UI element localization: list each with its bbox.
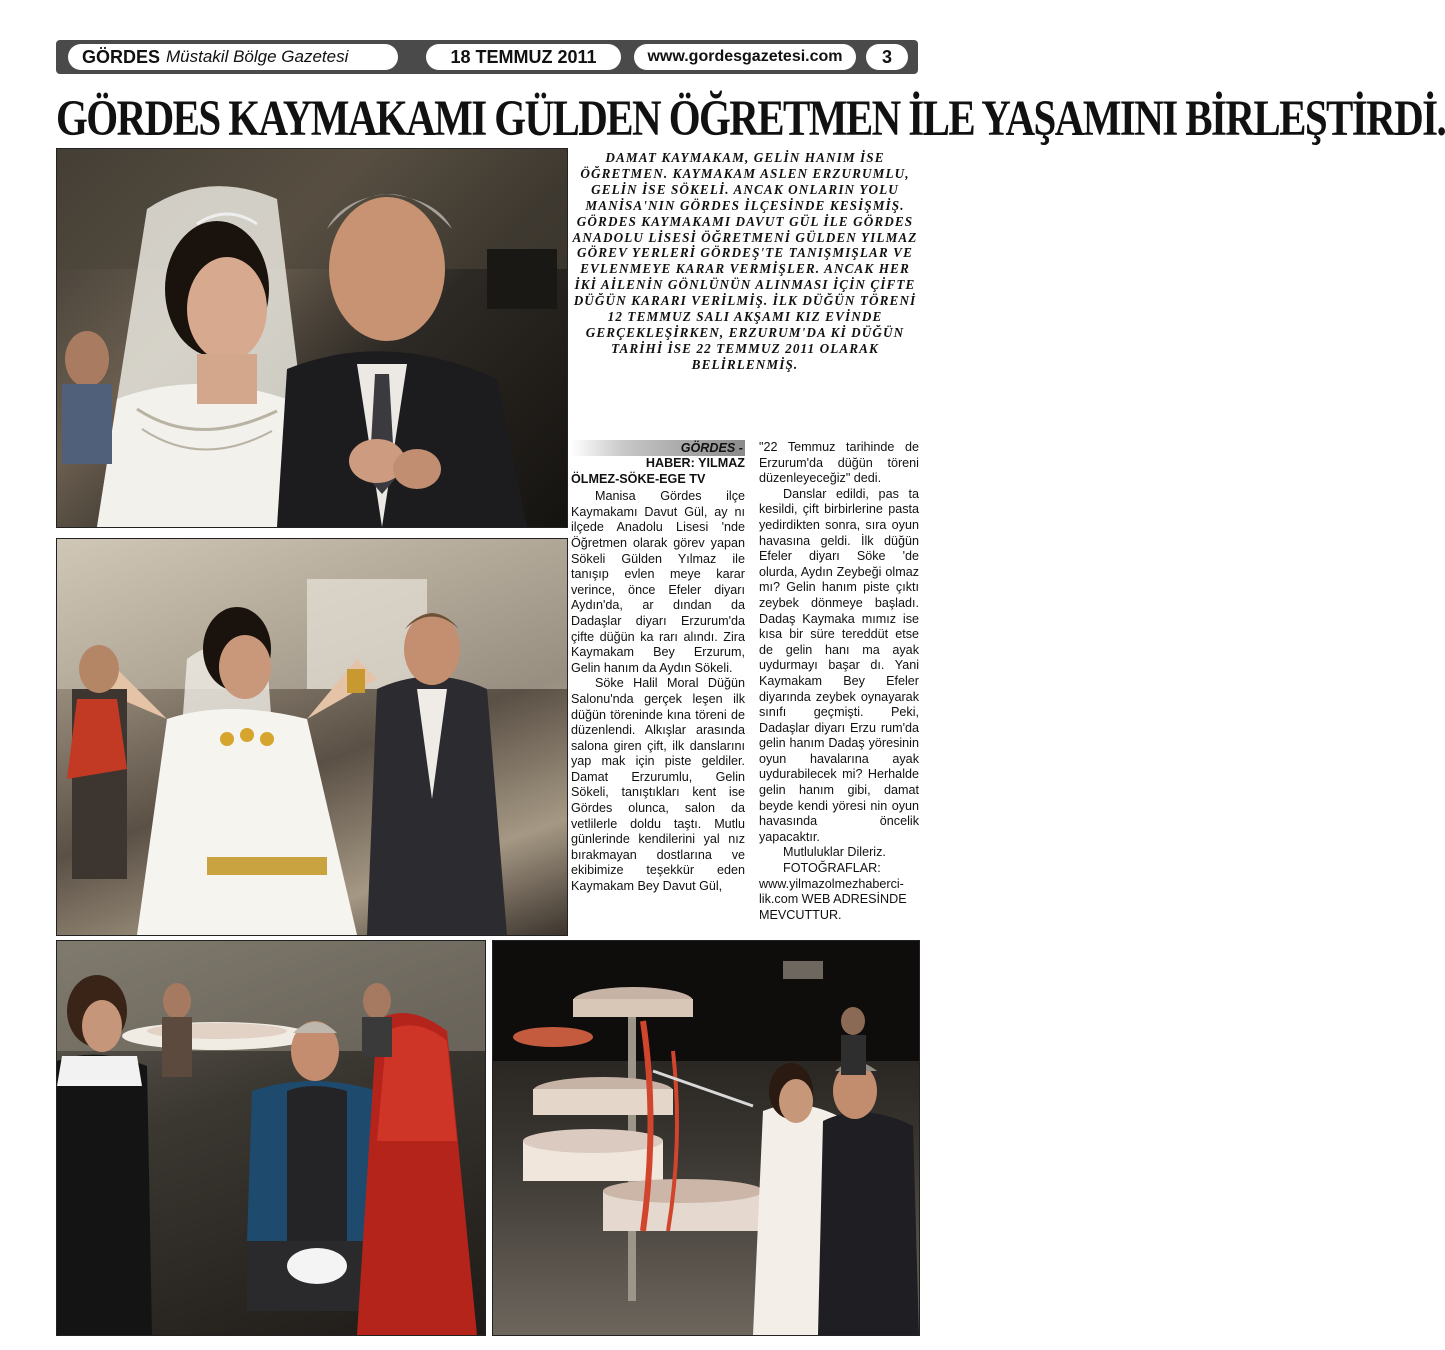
- photo-credit-label: FOTOĞRAFLAR:: [783, 861, 881, 876]
- henna-ceremony-photo: [56, 940, 486, 1336]
- photo-illustration: [57, 539, 567, 935]
- page-number: 3: [866, 44, 908, 70]
- bride-dancing-photo: [56, 538, 568, 936]
- photo-credit-url: www.yilmazolmezhaberci-lik.com WEB ADRESİNDE MEVCUTTUR.: [759, 876, 907, 922]
- newspaper-header: [56, 40, 918, 74]
- byline-line-1: HABER: YILMAZ: [645, 456, 745, 470]
- website-url: www.gordesgazetesi.com: [634, 44, 856, 70]
- byline-line-2: ÖLMEZ-SÖKE-EGE TV: [571, 471, 706, 486]
- paper-name-subtitle: Müstakil Bölge Gazetesi: [166, 47, 349, 66]
- article-column-1: [571, 440, 745, 895]
- article-paragraph: Söke Halil Moral Düğün Salonu'nda gerçek leşen ilk düğün töreninde kına töreni de düzenlendi. Alkışlar arasında salona giren çift, ilk danslarını yap mak için piste geldiler. Damat Erzurumlu, Gelin Sökeli, tanıştıkları kent ise Gördes olunca, salon da vetlilerle doldu taştı. Mutlu günlerinde kendilerini yal nız bırakmayan dostlarına ve ekibimize teşekkür eden Kaymakam Bey Davut Gül,: [571, 676, 745, 894]
- issue-date: 18 TEMMUZ 2011: [426, 44, 621, 70]
- photo-illustration: [57, 149, 567, 527]
- article-column-2: [759, 440, 919, 923]
- paper-name-bold: GÖRDES: [82, 46, 161, 67]
- photo-illustration: [493, 941, 919, 1335]
- dateline: GÖRDES -: [571, 440, 745, 456]
- paper-name: [68, 44, 398, 70]
- closing-wish: Mutluluklar Dileriz.: [783, 845, 886, 860]
- bride-groom-closeup-photo: [56, 148, 568, 528]
- article-paragraph: Danslar edildi, pas ta kesildi, çift birbirlerine pasta yedirdikten sonra, sıra oyun havasına geldi. İlk düğün Efeler diyarı Söke 'de olurda, Aydın Zeybeği olmaz mı? Gelin hanım piste çıktı zeybek dönmeye başladı. Dadaş Kaymaka mımız ise kısa bir süre tereddüt etse de gelin hanı ma ayak uydurmayı başar dı. Yani Kaymakam Bey Efeler diyarında zeybek oynayarak sınıfı geçmişti. Peki, Dadaşlar diyarı Erzu rum'da gelin hanım Dadaş yöresinin oyun havalarına ayak uydurabilecek mi? Herhalde gelin hanım gibi, damat beyde kendi yöresi nin oyun havasında öncelik yapacaktır.: [759, 486, 919, 844]
- article-quote: "22 Temmuz tarihinde de Erzurum'da düğün töreni düzenleyeceğiz" dedi.: [759, 440, 919, 486]
- headline: GÖRDES KAYMAKAMI GÜLDEN ÖĞRETMEN İLE YAŞAMINI BİRLEŞTİRDİ.: [56, 88, 1445, 147]
- photo-illustration: [57, 941, 485, 1335]
- article-paragraph: Manisa Gördes ilçe Kaymakamı Davut Gül, ay nı ilçede Anadolu Lisesi 'nde Öğretmen olarak görev yapan Sökeli Gülden Yılmaz ile tanışıp evlen meye karar verince, önce Efeler diyarı Aydın'da, ar dından da Dadaşlar diyarı Erzurum'da çifte düğün ka rarı alındı. Zira Kaymakam Bey Erzurum, Gelin hanım da Aydın Sökeli.: [571, 489, 745, 675]
- article-subheading: DAMAT KAYMAKAM, GELİN HANIM İSE ÖĞRETMEN. KAYMAKAM ASLEN ERZURUMLU, GELİN İSE SÖKELİ. ANCAK ONLARIN YOLU MANİSA'NIN GÖRDES İLÇESİNDE KESİŞMİŞ. GÖRDES KAYMAKAMI DAVUT GÜL İLE GÖRDES ANADOLU LİSESİ ÖĞRETMENİ GÜLDEN YILMAZ GÖREV YERLERİ GÖRDEŞ'TE TANIŞMIŞLAR VE EVLENMEYE KARAR VERMİŞLER. ANCAK HER İKİ AİLENİN GÖNLÜNÜN ALINMASI İÇİN ÇİFTE DÜĞÜN KARARI VERİLMİŞ. İLK DÜĞÜN TÖRENİ 12 TEMMUZ SALI AKŞAMI KIZ EVİNDE GERÇEKLEŞİRKEN, ERZURUM'DA Kİ DÜĞÜN TARİHİ İSE 22 TEMMUZ 2011 OLARAK BELİRLENMİŞ.: [572, 150, 918, 372]
- cake-cutting-photo: [492, 940, 920, 1336]
